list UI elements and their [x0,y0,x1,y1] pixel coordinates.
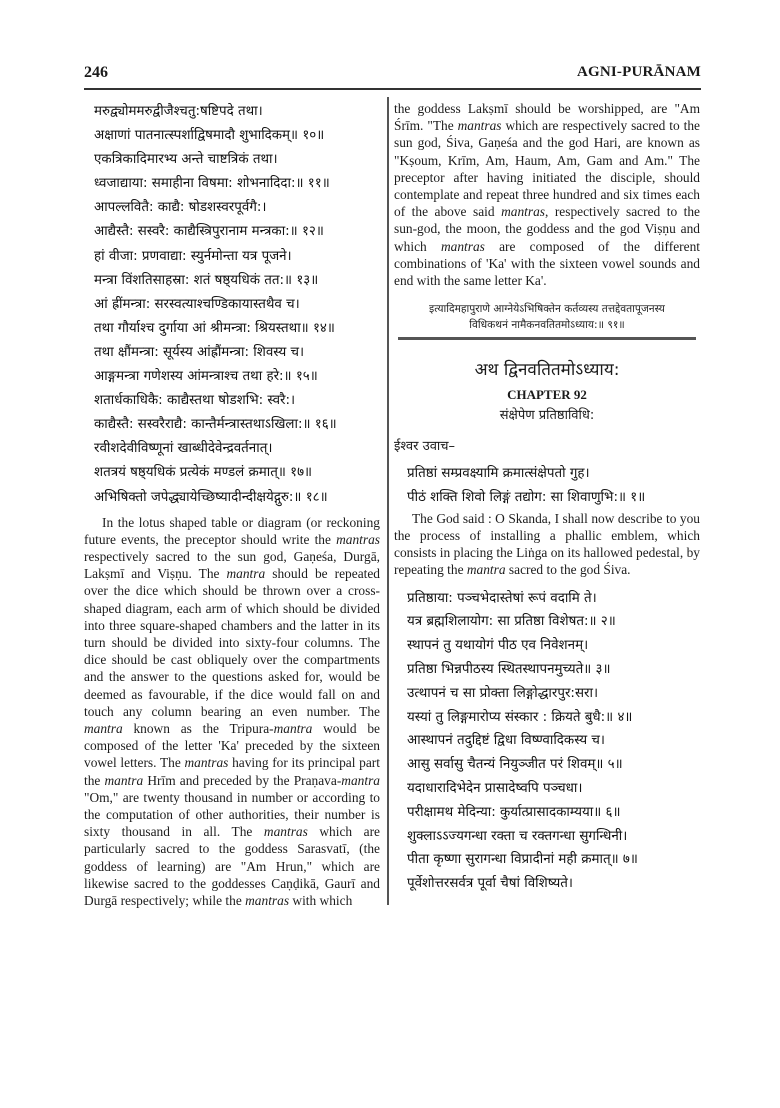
verse-line: शतार्धकाधिकै: काद्यैस्तथा षोडशभि: स्वरै:। [94,393,296,409]
verse-line: आङ्गमन्त्रा गणेशस्य आंमन्त्राश्च तथा हरे:॥ १५॥ [94,369,318,385]
verse-line: आपल्लवितै: काद्यै: षोडशस्वरपूर्वगै:। [94,200,267,216]
right-column [394,100,700,896]
text-run: with which [289,893,353,909]
text-run: Hrīm and preceded by the Praṇava- [143,772,342,788]
verse-line: परीक्षामथ मेदिन्या: कुर्यात्प्रासादकाम्यया॥ ६॥ [407,804,621,820]
verse-line: पीता कृष्णा सुरागन्धा विप्रादीनां मही क्रमात्॥ ७॥ [407,852,638,868]
verse-line: मरुद्व्योममरुद्वीजैश्चतु:षष्टिपदे तथा। [94,104,263,119]
verse-line: प्रतिष्ठा भिन्नपीठस्य स्थितस्थापनमुच्यते॥ ३॥ [407,662,611,678]
verse-line: प्रतिष्ठां सम्प्रवक्ष्यामि क्रमात्संक्षेपतो गुह। [407,466,590,482]
text-run: which are respectively sacred to the sun god, Śiva, Gaṇeśa and the god Hari, are known as "Kṣoum, Krīm, Am, Haum, Am, Gam and Am." The preceptor after having initiated the disciple, should contemplate and repeat three hundred and six times each of the above said [394,118,700,220]
verse-line: तथा क्षौंमन्त्रा: सूर्यस्य आंह्रौंमन्त्रा: शिवस्य च। [94,344,305,360]
verse-line: पीठं शक्ति शिवो लिङ्गं तद्योग: सा शिवाणुभि:॥ १॥ [407,490,646,506]
translation-paragraph [84,514,380,910]
italic-term: mantra [273,721,313,737]
italic-term: mantra [466,562,506,578]
italic-term: mantras [245,893,290,909]
verse-line: आद्यैस्तै: सस्वरै: काद्यैस्त्रिपुरानाम मन्त्रका:॥ १२॥ [94,224,324,240]
verse-line: शतत्रयं षष्ठ्यधिकं प्रत्येकं मण्डलं क्रमात्॥ १७॥ [94,465,313,481]
running-title: AGNI-PURĀNAM [576,64,701,80]
text-run: should be repeated over the dice which should be thrown over a cross-shaped diagram, each arm of which should be divided into three square-shaped chambers and the latter in its turn should be divided into sixty-four columns. The dice should be cast obliquely over the compartments and the answer to the questions asked for, would be deemed as favourable, if the dice would fall on and touch any column bearing an even number. The [84,566,380,719]
translation-continued [394,100,700,289]
italic-term: mantras [184,755,229,771]
verse-line: शुक्लाऽऽज्यगन्धा रक्ता च रक्तगन्धा सुगन्धिनी। [407,828,628,844]
text-run: respectively sacred to the sun god, Gaṇeśa, Durgā, Lakṣmī and Viṣṇu. The [84,549,380,582]
page-header [84,64,701,84]
text-run: , respectively sacred to the sun-god, the moon, the goddess and the god Viṣṇu and which [394,204,701,254]
verse-line: यदाधारादिभेदेन प्रासादेष्वपि पञ्चधा। [407,781,583,797]
page-number: 246 [84,64,108,81]
sanskrit-verses-right [394,587,700,896]
verse-line: आस्थापनं तदुद्दिष्टं द्विधा विष्ण्वादिकस्य च। [407,733,606,749]
verse-line: आं ह्रींमन्त्रा: सरस्वत्याश्चण्डिकायास्तथैव च। [94,296,300,312]
colophon-line-2: विधिकथनं नामैकनवतितमोऽध्याय:॥ ९१॥ [469,319,625,332]
text-run: The God said : O Skanda, I shall now describe to you the process of installing a phallic emblem, which consists in placing the Liṅga on its hallowed pedestal, by repeating the [394,510,700,578]
verse-line: ध्वजाद्याया: समाहीना विषमा: शोभनादिदा:॥ ११॥ [94,176,330,192]
translation-paragraph [394,100,700,289]
column-divider [387,97,389,905]
text-run: "Om," are twenty thousand in number or according to the computation of other authorities, their number is sixty thousand in all. The [84,789,380,840]
text-run: sacred to the god Śiva. [505,562,631,578]
colophon-line-1: इत्यादिमहापुराणे आग्नेयेऽभिषिक्तेन कर्तव्यस्य तत्तद्देवतापूजनस्य [429,303,665,316]
text-run: which are particularly sacred to the goddess Sarasvatī, (the goddess of learning) are "Am Hrun," which are likewise sacred to the goddesses Caṇḍikā, Gaurī and Durgā respectively; while the [84,824,380,909]
italic-term: mantra [341,772,380,788]
verse-line: अभिषिक्तो जपेद्ध्यायेच्छिष्यादीन्दीक्षयेद्गुरु:॥ १८॥ [94,489,328,505]
verse-line: काद्यैस्तै: सस्वरैराद्यै: कान्तैर्मन्त्रास्तथाऽखिला:॥ १६॥ [94,417,337,433]
colophon-rule [398,337,696,340]
verse-line: हां वीजा: प्रणवाद्या: स्युर्नमोन्ता यत्र पूजने। [94,248,292,264]
italic-term: mantras [440,238,485,254]
verse-line: यत्र ब्रह्मशिलायोग: सा प्रतिष्ठा विशेषत:॥ २॥ [407,614,616,630]
text-run: are composed of the different combinations of 'Ka' with the sixteen vowel sounds and end with the same letter Ka'. [394,238,700,289]
italic-term: mantras [263,824,308,840]
verse-line: मन्त्रा विंशतिसाहस्रा: शतं षष्ठ्यधिकं तत:॥ १३॥ [94,272,319,288]
text-run: the goddess Lakṣmī should be worshipped, are "Am Śrīm. "The [394,101,700,134]
translation-left [84,514,380,910]
left-column [84,100,380,909]
verse-line: आसु सर्वासु चैतन्यं नियुञ्जीत परं शिवम्॥ ५॥ [407,757,623,773]
opening-translation [394,510,700,579]
italic-term: mantra [104,772,144,788]
header-rule [84,88,701,90]
text-run: known as the Tripura- [122,721,274,737]
opening-verses [394,462,700,510]
chapter-number: CHAPTER 92 [507,387,587,403]
italic-term: mantra [226,566,266,582]
sanskrit-verses-left [84,100,380,510]
italic-term: mantra [84,721,123,737]
verse-line: प्रतिष्ठाया: पञ्चभेदास्तेषां रूपं वदामि ते। [407,590,597,606]
verse-line: उत्थापनं च सा प्रोक्ता लिङ्गोद्धारपुर:सरा। [407,685,599,701]
chapter-colophon [394,301,700,333]
chapter-subtitle: संक्षेपेण प्रतिष्ठाविधि: [499,408,595,424]
italic-term: mantras [336,531,380,547]
italic-term: mantras [501,204,545,220]
verse-line: पूर्वेशोत्तरसर्वत्र पूर्वा चैषां विशिष्यते। [407,876,573,892]
verse-line: यस्यां तु लिङ्गमारोप्य संस्कार : क्रियते बुधै:॥ ४॥ [407,709,633,725]
verse-line: अक्षाणां पातनात्स्पर्शाद्विषमादौ शुभादिकम्॥ १०॥ [94,128,325,144]
verse-line: एकत्रिकादिमारभ्य अन्ते चाष्टत्रिकं तथा। [94,152,278,168]
text-run: In the lotus shaped table or diagram (or reckoning future events, the preceptor should write the [84,514,380,547]
verse-line: रवीशदेवीविष्णूनां खाब्धीदेवेन्द्रवर्तनात्। [94,441,273,457]
text-run: having for its principal part the [84,755,380,788]
translation-paragraph [394,510,700,579]
speaker-heading: ईश्वर उवाच– [394,439,456,455]
text-run: would be composed of the letter 'Ka' preceded by the sixteen vowel letters. The [84,721,380,771]
verse-line: स्थापनं तु यथायोगं पीठ एव निवेशनम्। [407,638,589,654]
italic-term: mantras [457,118,502,134]
chapter-sanskrit-title: अथ द्विनवतितमोऽध्याय: [474,360,620,381]
verse-line: तथा गौर्याश्च दुर्गाया आं श्रीमन्त्रा: श्रियस्तथा॥ १४॥ [94,320,335,336]
